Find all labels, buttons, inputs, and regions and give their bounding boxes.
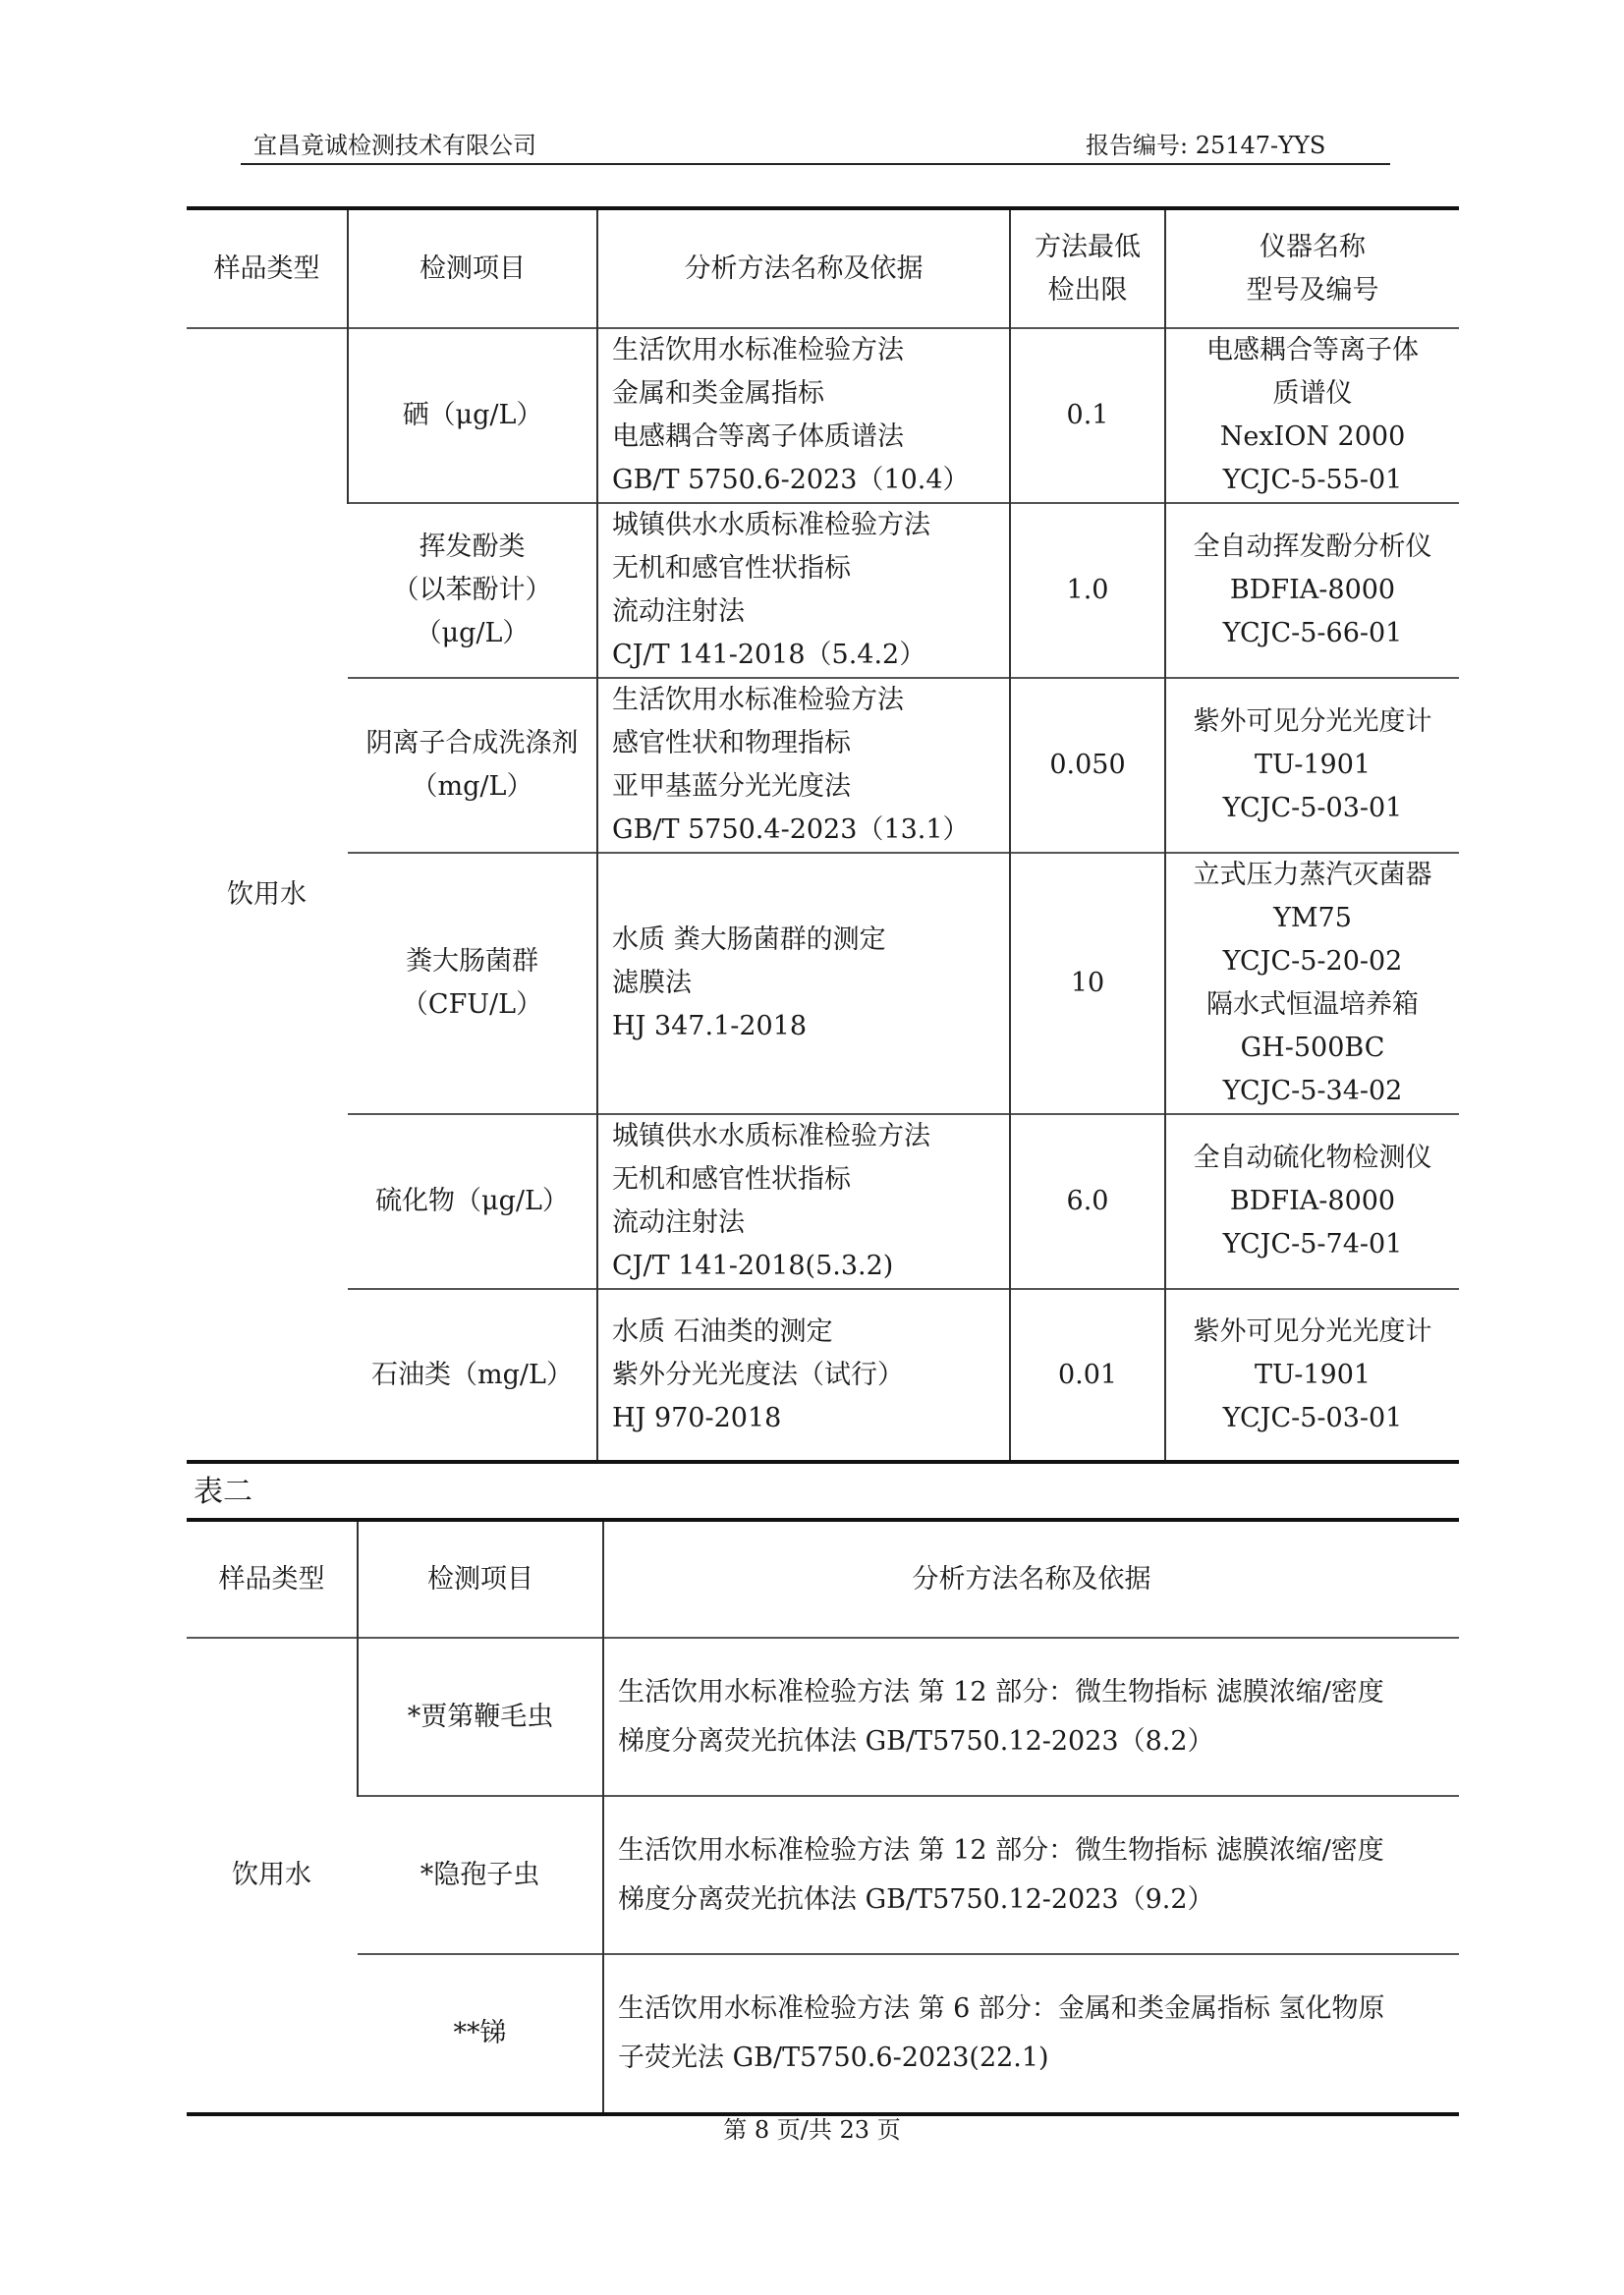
item-cell: 硒（μg/L） [348, 328, 597, 503]
table-row [187, 1289, 1459, 1462]
table-row [187, 678, 1459, 853]
method-cell: 生活饮用水标准检验方法 金属和类金属指标 电感耦合等离子体质谱法 GB/T 5750.6-2023（10.4） [597, 328, 1010, 503]
instrument-cell: 电感耦合等离子体 质谱仪 NexION 2000 YCJC-5-55-01 [1165, 328, 1459, 503]
table-header-row [187, 208, 1459, 328]
method-cell: 生活饮用水标准检验方法 第 6 部分：金属和类金属指标 氢化物原 子荧光法 GB/T5750.6-2023(22.1) [603, 1954, 1459, 2114]
methods-instruments-table [187, 206, 1459, 1464]
instrument-cell: 全自动挥发酚分析仪 BDFIA-8000 YCJC-5-66-01 [1165, 503, 1459, 678]
header-sample-type: 样品类型 [213, 252, 320, 284]
table-row [187, 1114, 1459, 1289]
header-divider [241, 163, 1390, 165]
limit-cell: 6.0 [1010, 1114, 1165, 1289]
table-header-row [187, 1520, 1459, 1638]
method-cell: 生活饮用水标准检验方法 感官性状和物理指标 亚甲基蓝分光光度法 GB/T 5750.4-2023（13.1） [597, 678, 1010, 853]
page-number: 第 8 页/共 23 页 [723, 2116, 901, 2144]
header-method: 分析方法名称及依据 [597, 208, 1010, 328]
table-row [187, 1954, 1459, 2114]
method-cell: 生活饮用水标准检验方法 第 12 部分：微生物指标 滤膜浓缩/密度 梯度分离荧光抗体法 GB/T5750.12-2023（9.2） [603, 1796, 1459, 1954]
item-cell: *隐孢子虫 [420, 1859, 540, 1890]
limit-cell: 0.01 [1010, 1289, 1165, 1462]
instrument-cell: 紫外可见分光光度计 TU-1901 YCJC-5-03-01 [1165, 678, 1459, 853]
limit-cell: 0.050 [1010, 678, 1165, 853]
method-cell: 水质 粪大肠菌群的测定 滤膜法 HJ 347.1-2018 [597, 853, 1010, 1114]
header-item: 检测项目 [358, 1520, 603, 1638]
company-name: 宜昌竟诚检测技术有限公司 [253, 132, 536, 159]
item-cell: 硫化物（μg/L） [375, 1186, 569, 1216]
header-method: 分析方法名称及依据 [603, 1520, 1459, 1638]
table-row [187, 328, 1459, 503]
item-cell: 挥发酚类 （以苯酚计） （μg/L） [392, 532, 552, 648]
sample-type-cell: 饮用水 [227, 878, 307, 910]
instrument-cell: 立式压力蒸汽灭菌器 YM75 YCJC-5-20-02 隔水式恒温培养箱 GH-500BC YCJC-5-34-02 [1165, 853, 1459, 1114]
header-limit: 方法最低 检出限 [1010, 208, 1165, 328]
item-cell: **锑 [453, 2018, 507, 2048]
table2-label: 表二 [194, 1475, 252, 1509]
method-cell: 水质 石油类的测定 紫外分光光度法（试行） HJ 970-2018 [597, 1289, 1010, 1462]
header-sample-type: 样品类型 [218, 1563, 325, 1595]
item-cell: *贾第鞭毛虫 [358, 1638, 603, 1796]
header-item: 检测项目 [348, 208, 597, 328]
limit-cell: 0.1 [1010, 328, 1165, 503]
table-row [187, 1638, 1459, 1796]
item-cell: 粪大肠菌群 （CFU/L） [401, 946, 543, 1020]
method-cell: 生活饮用水标准检验方法 第 12 部分：微生物指标 滤膜浓缩/密度 梯度分离荧光抗体法 GB/T5750.12-2023（8.2） [603, 1638, 1459, 1796]
report-number: 报告编号: 25147-YYS [1086, 132, 1326, 159]
table-row [187, 503, 1459, 678]
table-row [187, 1796, 1459, 1954]
table-row [187, 853, 1459, 1114]
header-instrument: 仪器名称 型号及编号 [1165, 208, 1459, 328]
subcontracted-methods-table [187, 1518, 1459, 2116]
limit-cell: 1.0 [1010, 503, 1165, 678]
instrument-cell: 全自动硫化物检测仪 BDFIA-8000 YCJC-5-74-01 [1165, 1114, 1459, 1289]
limit-cell: 10 [1010, 853, 1165, 1114]
instrument-cell: 紫外可见分光光度计 TU-1901 YCJC-5-03-01 [1165, 1289, 1459, 1462]
item-cell: 阴离子合成洗涤剂 （mg/L） [365, 728, 579, 802]
sample-type-cell: 饮用水 [232, 1860, 311, 1890]
method-cell: 城镇供水水质标准检验方法 无机和感官性状指标 流动注射法 CJ/T 141-2018(5.3.2) [597, 1114, 1010, 1289]
item-cell: 石油类（mg/L） [371, 1359, 573, 1390]
method-cell: 城镇供水水质标准检验方法 无机和感官性状指标 流动注射法 CJ/T 141-2018（5.4.2） [597, 503, 1010, 678]
